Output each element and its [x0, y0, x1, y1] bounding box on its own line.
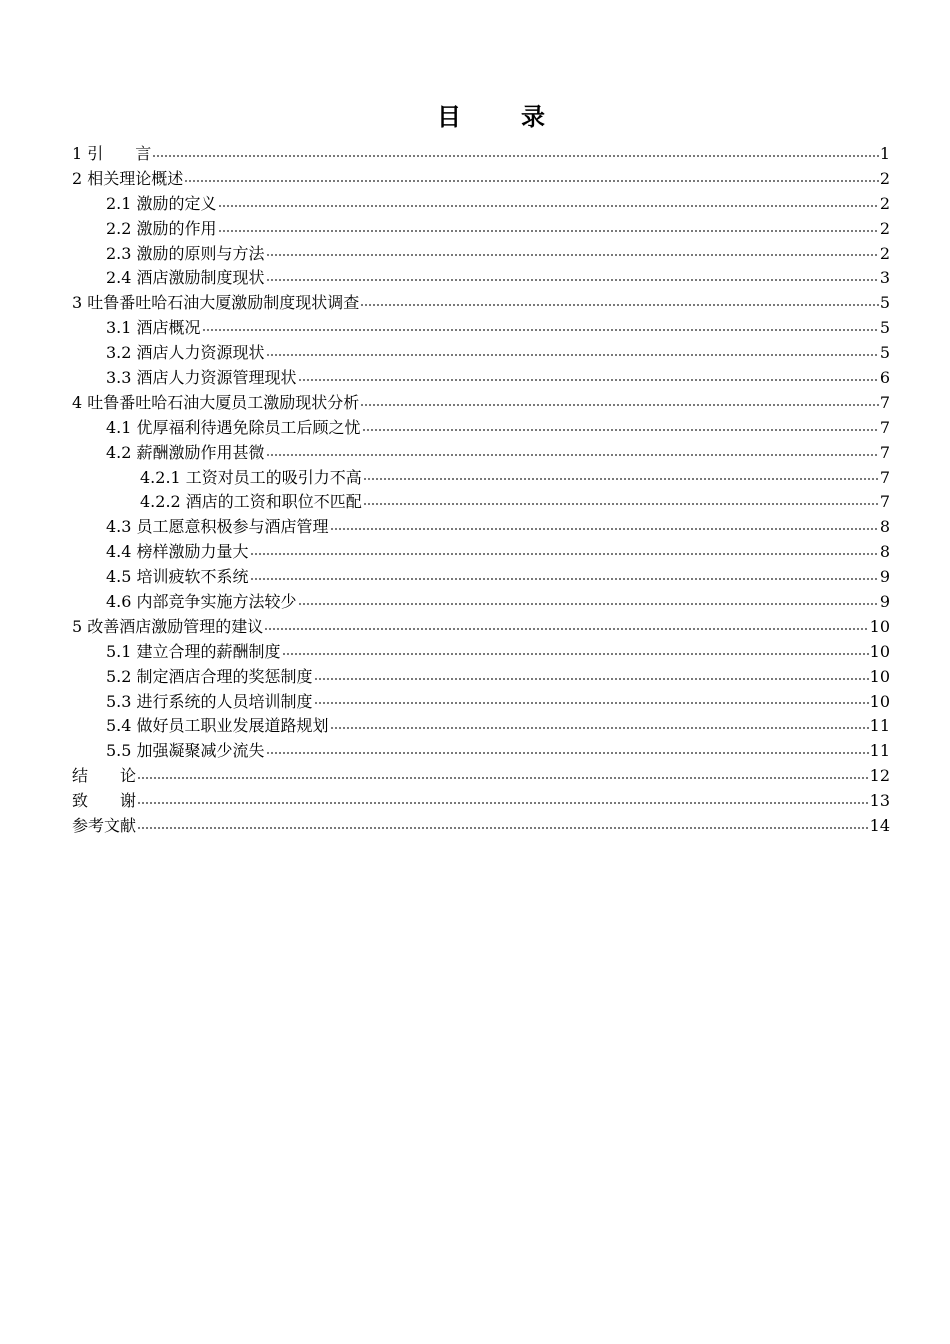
toc-entry-page-number: 11 [869, 741, 890, 761]
toc-entry-page-number: 3 [879, 268, 890, 288]
toc-entry[interactable] [72, 739, 890, 764]
toc-entry-page-number: 2 [879, 243, 890, 263]
toc-dot-leader [266, 279, 879, 281]
toc-entry-page-number: 8 [879, 517, 890, 537]
toc-entry-page-number: 14 [869, 816, 890, 836]
toc-dot-leader [330, 727, 869, 729]
toc-entry-page-number: 5 [879, 293, 890, 313]
toc-entry-title: 5.4 做好员工职业发展道路规划 [106, 716, 329, 736]
toc-entry-title: 4 吐鲁番吐哈石油大厦员工激励现状分析 [72, 392, 360, 412]
toc-entry-title: 2 相关理论概述 [72, 168, 184, 188]
toc-dot-leader [298, 603, 879, 605]
toc-dot-leader [363, 503, 879, 505]
toc-title: 目 录 [437, 102, 563, 131]
toc-entry-title: 4.2.2 酒店的工资和职位不匹配 [140, 492, 362, 512]
toc-dot-leader [218, 205, 879, 207]
toc-entry-title: 4.2 薪酬激励作用甚微 [106, 442, 265, 462]
toc-entry[interactable] [72, 242, 890, 267]
toc-entry-title: 致 谢 [72, 791, 137, 811]
toc-entry[interactable] [72, 490, 890, 515]
toc-dot-leader [152, 155, 879, 157]
toc-entry-title: 5 改善酒店激励管理的建议 [72, 616, 264, 636]
toc-dot-leader [266, 752, 869, 754]
toc-entry-page-number: 13 [869, 791, 890, 811]
toc-entry[interactable] [72, 167, 890, 192]
toc-dot-leader [282, 653, 869, 655]
toc-entry[interactable] [72, 640, 890, 665]
toc-dot-leader [314, 702, 869, 704]
toc-dot-leader [137, 827, 869, 829]
toc-entry-page-number: 7 [879, 442, 890, 462]
toc-entry[interactable] [72, 391, 890, 416]
toc-entry-page-number: 5 [879, 318, 890, 338]
toc-entry-page-number: 2 [879, 218, 890, 238]
toc-dot-leader [250, 553, 879, 555]
toc-entry-page-number: 12 [869, 766, 890, 786]
toc-entry-title: 5.3 进行系统的人员培训制度 [106, 691, 313, 711]
toc-dot-leader [298, 379, 879, 381]
toc-entry-title: 4.1 优厚福利待遇免除员工后顾之忧 [106, 417, 361, 437]
toc-entry[interactable] [72, 540, 890, 565]
toc-entry[interactable] [72, 789, 890, 814]
toc-entry[interactable] [72, 217, 890, 242]
toc-entry-page-number: 2 [879, 168, 890, 188]
toc-entry-title: 2.1 激励的定义 [106, 193, 217, 213]
toc-entry[interactable] [72, 814, 890, 839]
toc-entry-page-number: 9 [879, 592, 890, 612]
toc-entry-title: 4.2.1 工资对员工的吸引力不高 [140, 467, 362, 487]
toc-entry[interactable] [72, 192, 890, 217]
toc-entry[interactable] [72, 590, 890, 615]
toc-entry[interactable] [72, 341, 890, 366]
toc-dot-leader [314, 678, 869, 680]
toc-entry[interactable] [72, 416, 890, 441]
toc-entry[interactable] [72, 714, 890, 739]
toc-entry[interactable] [72, 316, 890, 341]
toc-entry[interactable] [72, 764, 890, 789]
toc-dot-leader [202, 329, 879, 331]
toc-entry[interactable] [72, 142, 890, 167]
toc-entry-title: 3.1 酒店概况 [106, 318, 201, 338]
toc-entry-title: 2.4 酒店激励制度现状 [106, 268, 265, 288]
toc-entry[interactable] [72, 515, 890, 540]
toc-entry-page-number: 2 [879, 193, 890, 213]
toc-entry[interactable] [72, 665, 890, 690]
toc-dot-leader [264, 628, 868, 630]
toc-entry-page-number: 10 [869, 691, 890, 711]
toc-entry-title: 4.6 内部竞争实施方法较少 [106, 592, 297, 612]
toc-entry-title: 2.3 激励的原则与方法 [106, 243, 265, 263]
toc-entry[interactable] [72, 366, 890, 391]
toc-dot-leader [218, 230, 879, 232]
toc-entry-title: 5.1 建立合理的薪酬制度 [106, 641, 281, 661]
toc-dot-leader [360, 304, 879, 306]
toc-dot-leader [250, 578, 879, 580]
toc-entry-title: 2.2 激励的作用 [106, 218, 217, 238]
toc-entry-page-number: 7 [879, 492, 890, 512]
toc-dot-leader [363, 478, 879, 480]
toc-dot-leader [137, 777, 869, 779]
toc-entry-page-number: 11 [869, 716, 890, 736]
toc-entry-page-number: 5 [879, 343, 890, 363]
toc-dot-leader [266, 354, 879, 356]
toc-entry-page-number: 7 [879, 417, 890, 437]
toc-entry[interactable] [72, 615, 890, 640]
toc-entry-page-number: 7 [879, 392, 890, 412]
toc-entry-page-number: 10 [869, 616, 890, 636]
toc-dot-leader [184, 180, 879, 182]
toc-dot-leader [266, 454, 879, 456]
toc-entry[interactable] [72, 690, 890, 715]
toc-dot-leader [360, 404, 879, 406]
toc-entry-title: 3.3 酒店人力资源管理现状 [106, 368, 297, 388]
toc-entry-title: 5.5 加强凝聚减少流失 [106, 741, 265, 761]
toc-entry-page-number: 10 [869, 641, 890, 661]
toc-entry-title: 3 吐鲁番吐哈石油大厦激励制度现状调查 [72, 293, 360, 313]
toc-entry-title: 3.2 酒店人力资源现状 [106, 343, 265, 363]
toc-entry[interactable] [72, 466, 890, 491]
toc-entry-title: 4.3 员工愿意积极参与酒店管理 [106, 517, 329, 537]
toc-dot-leader [362, 429, 879, 431]
toc-entry-page-number: 7 [879, 467, 890, 487]
toc-entry-page-number: 10 [869, 666, 890, 686]
toc-entry-title: 5.2 制定酒店合理的奖惩制度 [106, 666, 313, 686]
toc-dot-leader [137, 802, 869, 804]
toc-entry-title: 4.4 榜样激励力量大 [106, 542, 249, 562]
toc-entry[interactable] [72, 441, 890, 466]
table-of-contents [72, 142, 890, 839]
toc-entry-title: 结 论 [72, 766, 137, 786]
toc-dot-leader [266, 254, 879, 256]
toc-entry[interactable] [72, 266, 890, 291]
toc-entry[interactable] [72, 291, 890, 316]
toc-dot-leader [330, 528, 879, 530]
toc-entry-title: 参考文献 [72, 816, 137, 836]
toc-entry-page-number: 1 [879, 144, 890, 163]
toc-entry-page-number: 8 [879, 542, 890, 562]
toc-entry-title: 1 引 言 [72, 144, 152, 163]
toc-entry[interactable] [72, 565, 890, 590]
toc-entry-title: 4.5 培训疲软不系统 [106, 567, 249, 587]
toc-entry-page-number: 6 [879, 368, 890, 388]
toc-entry-page-number: 9 [879, 567, 890, 587]
